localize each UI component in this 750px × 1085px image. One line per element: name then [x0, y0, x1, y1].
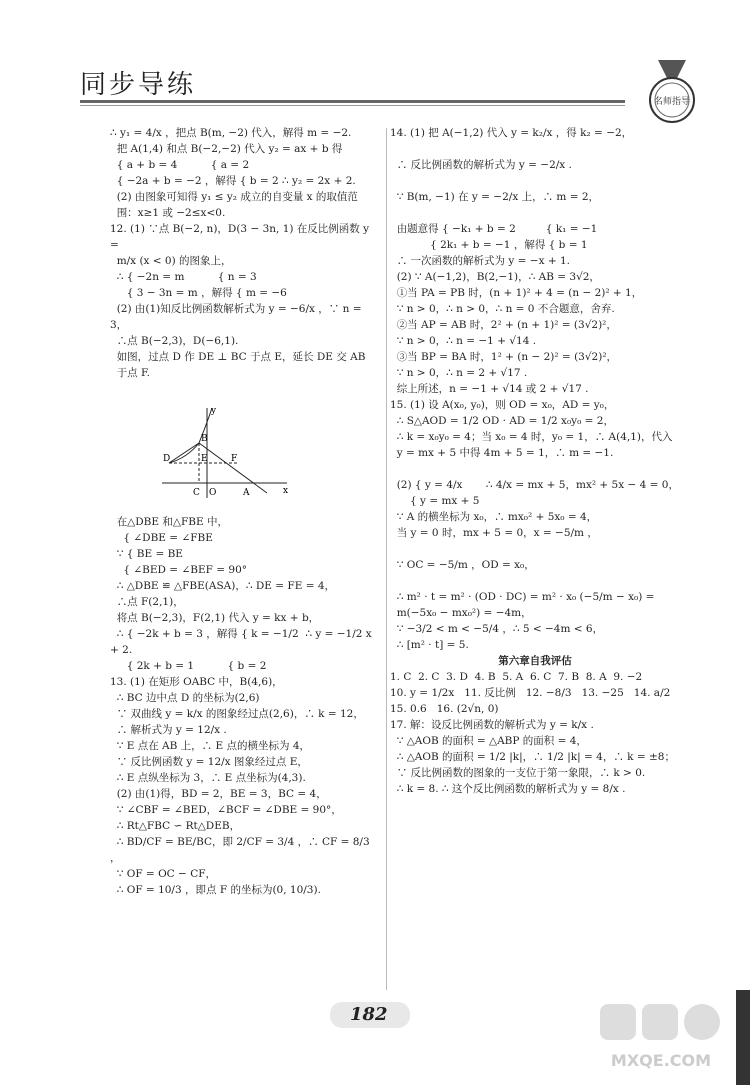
left-line: m/x (x < 0) 的图象上， — [110, 255, 232, 267]
left-column — [110, 125, 380, 898]
right-line: ∴ k = x₀y₀ = 4；当 x₀ = 4 时，y₀ = 1，∴ A(4,1)，代入 — [390, 431, 673, 443]
right-line — [390, 573, 680, 589]
right-line: 综上所述，n = −1 + √14 或 2 + √17 . — [390, 383, 589, 395]
left-line: ∴ { −2k + b = 3 ，解得 { k = −1/2 ∴ y = −1/2 x + 2. — [110, 628, 376, 656]
right-line: { y = mx + 5 — [390, 495, 480, 507]
fig-label-c: C — [192, 488, 200, 498]
left-line: ∵ { BE = BE — [110, 548, 183, 560]
right-line: m(−5x₀ − mx₀²) = −4m， — [390, 607, 532, 619]
left-line: ∵ E 点在 AB 上，∴ E 点的横坐标为 4， — [110, 740, 311, 752]
right-line: 10. y = 1/2x 11. 反比例 12. −8/3 13. −25 14. a/2 — [390, 687, 671, 699]
right-line: ∵ n > 0，∴ n = −1 + √14 . — [390, 335, 537, 347]
left-line: ∴点 F(2,1)， — [110, 596, 184, 608]
right-line: 17. 解：设反比例函数的解析式为 y = k/x . — [390, 719, 594, 731]
right-line: ∴ k = 8. ∴ 这个反比例函数的解析式为 y = 8/x . — [390, 783, 626, 795]
left-line: ∴ OF = 10/3 ，即点 F 的坐标为(0, 10/3). — [110, 884, 321, 896]
fig-label-d: D — [162, 454, 170, 464]
geometry-figure — [157, 403, 297, 503]
fig-label-o: O — [208, 488, 217, 498]
right-line — [390, 461, 680, 477]
left-line: ∴点 B(−2,3)，D(−6,1). — [110, 335, 239, 347]
right-line: ∴ △AOB 的面积 = 1/2 |k|，∴ 1/2 |k| = 4，∴ k = ±8； — [390, 751, 675, 763]
left-line: 在△DBE 和△FBE 中， — [110, 516, 228, 528]
left-line: (2) 由(1)得，BD = 2，BE = 3，BC = 4， — [110, 788, 327, 800]
right-line: ∵ n > 0，∴ n > 0，∴ n = 0 不合题意，舍弃. — [390, 303, 615, 315]
right-line: ∵ −3/2 < m < −5/4 ，∴ 5 < −4m < 6， — [390, 623, 604, 635]
right-line: { 2k₁ + b = −1 ，解得 { b = 1 — [390, 239, 588, 251]
right-line: ③当 BP = BA 时，1² + (n − 2)² = (3√2)²， — [390, 351, 618, 363]
right-column — [390, 125, 680, 797]
corner-block — [736, 990, 750, 1085]
left-line: ∵ 反比例函数 y = 12/x 图象经过点 E， — [110, 756, 308, 768]
right-line: ∴ 一次函数的解析式为 y = −x + 1. — [390, 255, 570, 267]
page-number: 182 — [350, 1004, 388, 1025]
left-line: ∵ OF = OC − CF， — [110, 868, 217, 880]
teacher-badge-logo — [628, 50, 716, 132]
right-line: 当 y = 0 时，mx + 5 = 0，x = −5/m ， — [390, 527, 598, 539]
left-line: 将点 B(−2,3)，F(2,1) 代入 y = kx + b， — [110, 612, 320, 624]
watermark-text: MXQE.COM — [610, 1051, 712, 1070]
right-line: ∴ [m² · t] = 5. — [390, 639, 469, 651]
right-line: ∵ 反比例函数的图象的一支位于第一象限，∴ k > 0. — [390, 767, 646, 779]
left-line: 13. (1) 在矩形 OABC 中，B(4,6)， — [110, 676, 283, 688]
right-line: 15. 0.6 16. (2√n, 0) — [390, 703, 499, 715]
right-line: 由题意得 { −k₁ + b = 2 { k₁ = −1 — [390, 223, 598, 235]
fig-label-b: B — [200, 434, 208, 444]
right-line: ①当 PA = PB 时，(n + 1)² + 4 = (n − 2)² + 1， — [390, 287, 643, 299]
left-line: { 3 − 3n = m ，解得 { m = −6 — [110, 287, 287, 299]
badge-text: 名师指导 — [653, 97, 691, 107]
header-rule-thin — [80, 105, 625, 106]
page-title: 同步导练 — [80, 70, 197, 100]
fig-label-f: F — [230, 454, 237, 464]
right-line: 1. C 2. C 3. D 4. B 5. A 6. C 7. B 8. A 9. −2 — [390, 671, 643, 683]
right-line: (2) { y = 4/x ∴ 4/x = mx + 5，mx² + 5x − 4 = 0， — [390, 479, 679, 491]
left-line: { ∠BED = ∠BEF = 90° — [110, 564, 247, 576]
right-line: ∵ OC = −5/m ，OD = x₀， — [390, 559, 535, 571]
left-line: (2) 由(1)知反比例函数解析式为 y = −6/x ，∵ n = 3， — [110, 303, 365, 331]
left-line: ∴ Rt△FBC ∽ Rt△DEB， — [110, 820, 241, 832]
column-divider — [386, 128, 387, 990]
left-line: ∴ 解析式为 y = 12/x . — [110, 724, 227, 736]
right-line — [390, 205, 680, 221]
fig-label-a: A — [242, 488, 250, 498]
right-line: ∴ 反比例函数的解析式为 y = −2/x . — [390, 159, 572, 171]
left-line: ∵ ∠CBF = ∠BED，∠BCF = ∠DBE = 90°， — [110, 804, 342, 816]
fig-label-e: E — [200, 454, 208, 464]
left-line: ∵ 双曲线 y = k/x 的图象经过点(2,6)，∴ k = 12， — [110, 708, 364, 720]
left-line: 于点 F. — [110, 367, 151, 379]
right-line: ∵ B(m, −1) 在 y = −2/x 上，∴ m = 2， — [390, 191, 600, 203]
right-line: ∵ A 的横坐标为 x₀，∴ mx₀² + 5x₀ = 4， — [390, 511, 598, 523]
right-line: ∴ m² · t = m² · (OD · DC) = m² · x₀ (−5/m − x₀) = — [390, 591, 655, 603]
right-line: (2) ∵ A(−1,2)，B(2,−1)，∴ AB = 3√2， — [390, 271, 600, 283]
right-line — [390, 141, 680, 157]
right-line: y = mx + 5 中得 4m + 5 = 1，∴ m = −1. — [390, 447, 614, 459]
left-line: { −2a + b = −2 ，解得 { b = 2 ∴ y₂ = 2x + 2. — [110, 175, 356, 187]
right-line: ∵ △AOB 的面积 = △ABP 的面积 = 4， — [390, 735, 587, 747]
left-line: ∴ BD/CF = BE/BC，即 2/CF = 3/4 ，∴ CF = 8/3 ， — [110, 836, 373, 864]
watermark-logo — [596, 1000, 726, 1078]
header-rule — [80, 100, 625, 103]
left-line: ∴ E 点纵坐标为 3，∴ E 点坐标为(4,3). — [110, 772, 306, 784]
section-title: 第六章自我评估 — [498, 655, 572, 667]
right-line — [390, 541, 680, 557]
left-line: (2) 由图象可知得 y₁ ≤ y₂ 成立的自变量 x 的取值范 — [110, 191, 358, 203]
left-line: ∴ y₁ = 4/x ，把点 B(m, −2) 代入，解得 m = −2. — [110, 127, 352, 139]
left-line: { 2k + b = 1 { b = 2 — [110, 660, 267, 672]
right-line — [390, 173, 680, 189]
fig-label-y: y — [210, 406, 216, 416]
left-line: ∴ { −2n = m { n = 3 — [110, 271, 257, 283]
left-line: { ∠DBE = ∠FBE — [110, 532, 213, 544]
right-line: ②当 AP = AB 时，2² + (n + 1)² = (3√2)²， — [390, 319, 617, 331]
left-line: { a + b = 4 { a = 2 — [110, 159, 250, 171]
left-line: 如图，过点 D 作 DE ⊥ BC 于点 E，延长 DE 交 AB — [110, 351, 366, 363]
left-line: ∴ BC 边中点 D 的坐标为(2,6) — [110, 692, 260, 704]
left-line: ∴ △DBE ≌ △FBE(ASA)，∴ DE = FE = 4， — [110, 580, 336, 592]
right-line: ∴ S△AOD = 1/2 OD · AD = 1/2 x₀y₀ = 2， — [390, 415, 614, 427]
left-line: 围：x≥1 或 −2≤x<0. — [110, 207, 226, 219]
left-line: 把 A(1,4) 和点 B(−2,−2) 代入 y₂ = ax + b 得 — [110, 143, 343, 155]
right-line: ∵ n > 0，∴ n = 2 + √17 . — [390, 367, 528, 379]
right-line: 15. (1) 设 A(x₀, y₀)，则 OD = x₀，AD = y₀， — [390, 399, 615, 411]
right-line: 14. (1) 把 A(−1,2) 代入 y = k₂/x ，得 k₂ = −2， — [390, 127, 633, 139]
left-line: 12. (1) ∵点 B(−2, n)，D(3 − 3n, 1) 在反比例函数 y = — [110, 223, 373, 251]
fig-label-x: x — [282, 486, 288, 496]
